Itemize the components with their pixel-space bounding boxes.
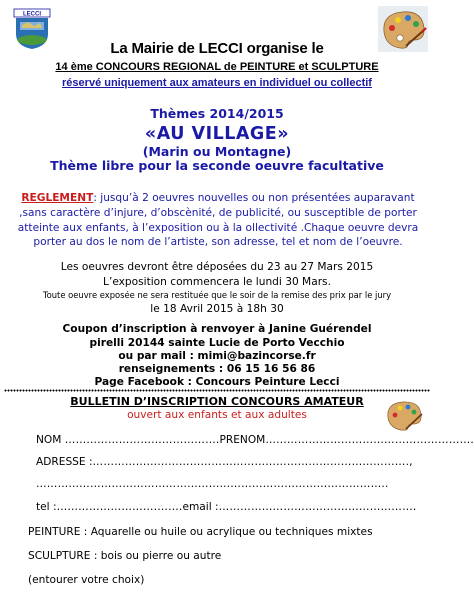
paint-palette-icon — [384, 398, 424, 432]
nom-label: NOM — [36, 434, 62, 446]
prenom-input-dots[interactable]: …………………………………………………. — [265, 434, 474, 446]
coupon-address: pirelli 20144 sainte Lucie de Porto Vecchio — [89, 337, 345, 349]
bulletin-subtitle: ouvert aux enfants et aux adultes — [127, 409, 307, 421]
concours-subtitle: 14 ème CONCOURS REGIONAL de PEINTURE et SCULPTURE — [55, 61, 379, 73]
reserve-subtitle: réservé uniquement aux amateurs en individuel ou collectif — [62, 77, 372, 89]
coupon-facebook: Page Facebook : Concours Peinture Lecci — [94, 376, 340, 388]
nom-input-dots[interactable]: ……………………………………. — [64, 434, 220, 446]
nom-field[interactable] — [36, 434, 474, 446]
bulletin-title: BULLETIN D’INSCRIPTION CONCOURS AMATEUR — [70, 395, 364, 408]
sculpture-options[interactable]: SCULPTURE : bois ou pierre ou autre — [28, 550, 222, 562]
coupon-line: Coupon d’inscription à renvoyer à Janine Guérendel — [62, 323, 372, 335]
date-remise-prix: le 18 Avril 2015 à 18h 30 — [150, 303, 284, 315]
peinture-options[interactable]: PEINTURE : Aquarelle ou huile ou acrylique ou techniques mixtes — [28, 526, 373, 538]
theme-libre: Thème libre pour la seconde oeuvre facultative — [50, 158, 384, 173]
cut-line-divider — [4, 389, 430, 392]
theme-sous-titre: (Marin ou Montagne) — [142, 144, 292, 159]
themes-year: Thèmes 2014/2015 — [150, 106, 284, 121]
email-input-dots[interactable]: ………………………………………………. — [218, 501, 417, 513]
restitution-note: Toute oeuvre exposée ne sera restituée que le soir de la remise des prix par le jury — [42, 290, 392, 300]
date-exposition: L’exposition commencera le lundi 30 Mars. — [103, 276, 331, 288]
reglement-label: REGLEMENT — [21, 192, 94, 204]
coupon-phone: renseignements : 06 15 16 56 86 — [118, 363, 316, 375]
coupon-email[interactable]: ou par mail : mimi@bazincorse.fr — [118, 350, 316, 362]
adresse-input-dots-2[interactable]: …………………………………………………………………………………….. — [36, 478, 389, 490]
tel-label: tel : — [36, 501, 57, 513]
adresse-field[interactable] — [36, 456, 413, 468]
reglement-paragraph — [6, 191, 430, 250]
tel-input-dots[interactable]: ……………………….……. — [56, 501, 183, 513]
email-label: email : — [182, 501, 219, 513]
svg-text:LECCI: LECCI — [23, 11, 41, 18]
entourer-note: (entourer votre choix) — [28, 574, 145, 586]
reglement-text: : jusqu’à 2 oeuvres nouvelles ou non présentées auparavant ,sans caractère d’injure, d’obscènité, de publicité, ou susceptible de porter atteinte aux enfants, à l’exposition ou à la ollectivité .Chaque oeuvre devra porter au dos le nom de l’artiste, son adresse, tel et nom de l’oeuvre. — [17, 192, 419, 249]
adresse-line-2[interactable] — [36, 478, 389, 490]
page-title: La Mairie de LECCI organise le — [110, 40, 324, 57]
adresse-input-dots[interactable]: ……………………………………………………………………………., — [92, 456, 413, 468]
prenom-label: PRENOM — [219, 434, 266, 446]
tel-email-field[interactable] — [36, 501, 416, 513]
theme-principal: «AU VILLAGE» — [144, 124, 290, 144]
adresse-label: ADRESSE : — [36, 456, 93, 468]
date-depot: Les oeuvres devront être déposées du 23 au 27 Mars 2015 — [60, 261, 374, 273]
